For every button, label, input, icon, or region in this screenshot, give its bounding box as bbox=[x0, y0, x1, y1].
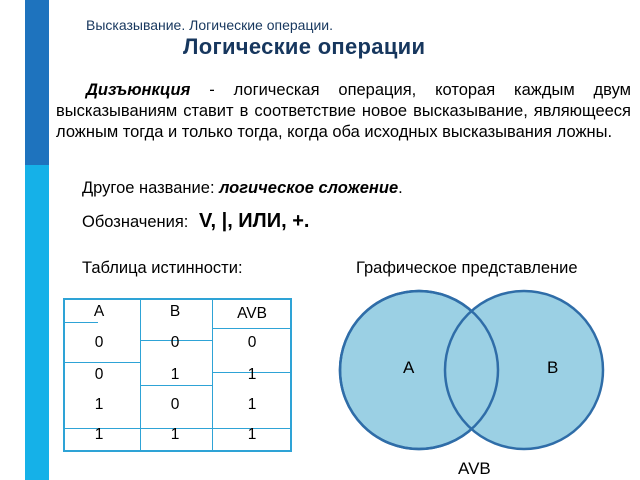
table-cell: 1 bbox=[247, 426, 257, 443]
notation-symbols: V, |, ИЛИ, +. bbox=[198, 210, 310, 232]
table-cell: 0 bbox=[170, 334, 180, 351]
table-divider bbox=[65, 322, 98, 323]
alt-name-label: Другое название: bbox=[82, 179, 220, 197]
venn-label-union: AVB bbox=[458, 459, 491, 478]
table-header-avb: AVB bbox=[237, 305, 267, 322]
venn-circle-b bbox=[445, 291, 603, 449]
table-cell: 0 bbox=[94, 366, 104, 383]
venn-label-b: B bbox=[547, 358, 559, 377]
definition-term: Дизъюнкция bbox=[86, 81, 191, 99]
table-cell: 0 bbox=[247, 334, 257, 351]
table-cell: 1 bbox=[170, 426, 180, 443]
page-title: Логические операции bbox=[183, 34, 426, 59]
truth-table bbox=[63, 298, 292, 452]
definition-paragraph bbox=[56, 80, 631, 143]
alt-name-value: логическое сложение bbox=[219, 179, 399, 197]
sidebar-bar-light bbox=[25, 165, 49, 480]
table-divider bbox=[140, 385, 212, 386]
sidebar-bar-dark bbox=[25, 0, 49, 165]
alt-name-line bbox=[82, 179, 403, 198]
graphic-caption: Графическое представление bbox=[356, 259, 578, 277]
venn-diagram bbox=[330, 286, 610, 478]
table-header-a: A bbox=[93, 303, 105, 320]
table-divider bbox=[65, 362, 140, 363]
table-cell: 1 bbox=[247, 366, 257, 383]
table-cell: 0 bbox=[170, 396, 180, 413]
definition-text: - логическая операция, которая каждым двум высказываниям ставит в соответствие новое высказывание, являющееся ложным тогда и только тогда, когда оба исходных высказывания ложны. bbox=[56, 81, 631, 141]
truth-table-caption: Таблица истинности: bbox=[82, 259, 243, 277]
slide-subtitle: Высказывание. Логические операции. bbox=[86, 17, 334, 33]
notation-line bbox=[82, 210, 309, 233]
table-header-b: B bbox=[169, 303, 181, 320]
table-cell: 0 bbox=[94, 334, 104, 351]
table-cell: 1 bbox=[170, 366, 180, 383]
table-cell: 1 bbox=[94, 426, 104, 443]
alt-name-end: . bbox=[398, 179, 403, 197]
venn-label-a: A bbox=[403, 358, 415, 377]
table-cell: 1 bbox=[94, 396, 104, 413]
table-cell: 1 bbox=[247, 396, 257, 413]
notation-label: Обозначения: bbox=[82, 213, 189, 231]
table-divider bbox=[212, 328, 290, 329]
